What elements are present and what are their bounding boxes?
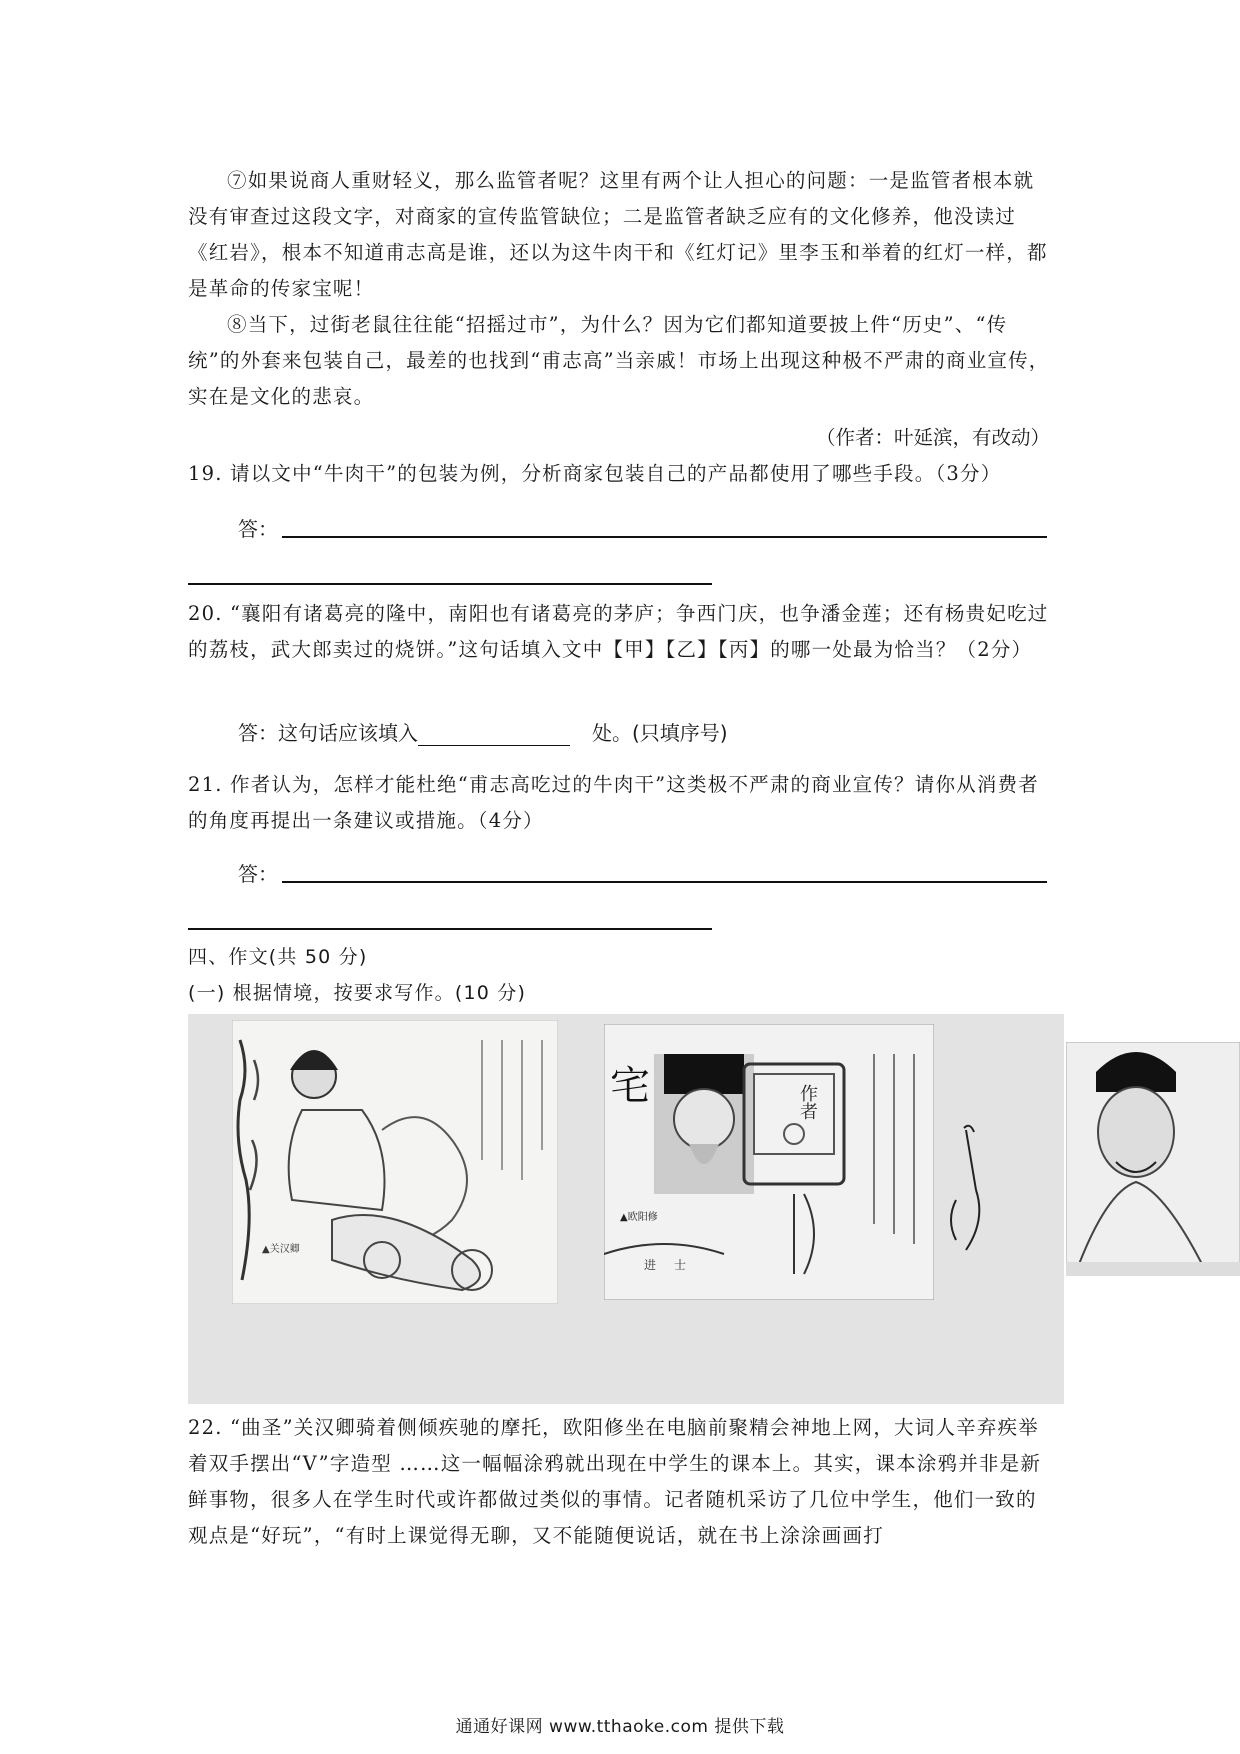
answer-20-suffix: 处。(只填序号) <box>592 721 728 745</box>
monitor-text: 作者 <box>797 1084 818 1120</box>
paragraph-8: ⑧当下，过街老鼠往往能“招摇过市”，为什么？因为它们都知道要披上件“历史”、“传统”的外套来包装自己，最差的也找到“甫志高”当亲戚！市场上出现这种极不严肃的商业宣传，实在是文化的悲哀。 <box>188 313 1050 408</box>
answer-line-21a[interactable] <box>282 881 1047 883</box>
guan-hanqing-caption: ▲关汉卿 <box>262 1244 300 1255</box>
answer-line-19b[interactable] <box>188 583 712 585</box>
ouyang-xiu-caption: ▲欧阳修 <box>620 1212 658 1223</box>
answer-label-21: 答： <box>238 862 278 886</box>
question-21: 21. 作者认为，怎样才能杜绝“甫志高吃过的牛肉干”这类极不严肃的商业宣传？请你从消费者的角度再提出一条建议或措施。（4分） <box>188 773 1039 832</box>
question-19: 19. 请以文中“牛肉干”的包装为例，分析商家包装自己的产品都使用了哪些手段。（3分） <box>188 462 1002 485</box>
author-credit: （作者：叶延滨，有改动） <box>815 426 1050 449</box>
house-character: 宅 <box>610 1063 650 1109</box>
page-footer: 通通好课网 www.tthaoke.com 提供下载 <box>455 1717 785 1737</box>
question-22: 22. “曲圣”关汉卿骑着侧倾疾驰的摩托，欧阳修坐在电脑前聚精会神地上网，大词人辛弃疾举着双手摆出“V”字造型 ……这一幅幅涂鸦就出现在中学生的课本上。其实，课本涂鸦并非是新鲜事物，很多人在学生时代或许都做过类似的事情。记者随机采访了几位中学生，他们一致的观点是“好玩”，“有时上课觉得无聊，又不能随便说话，就在书上涂涂画画打 <box>188 1416 1042 1547</box>
answer-line-19a[interactable] <box>282 536 1047 538</box>
section-title: 四、作文(共 50 分) <box>188 946 368 968</box>
answer-line-21b[interactable] <box>188 928 712 930</box>
answer-blank-20[interactable] <box>418 723 570 746</box>
hand-v-sign-image <box>946 1120 1004 1270</box>
xin-qiji-portrait-image <box>1066 1042 1240 1276</box>
guan-hanqing-doodle-image <box>232 1020 558 1304</box>
answer-label-19: 答： <box>238 517 278 541</box>
ouyang-xiu-doodle-image <box>604 1024 934 1300</box>
ouyang-bottom-text: 进士 <box>644 1258 705 1272</box>
answer-20-prefix: 答：这句话应该填入 <box>238 721 418 745</box>
answer-20 <box>238 717 728 746</box>
section-subtitle: (一) 根据情境，按要求写作。(10 分) <box>188 982 527 1004</box>
question-20: 20. “襄阳有诸葛亮的隆中，南阳也有诸葛亮的茅庐；争西门庆，也争潘金莲；还有杨贵妃吃过的荔枝，武大郎卖过的烧饼。”这句话填入文中【甲】【乙】【丙】的哪一处最为恰当？（2分） <box>188 602 1049 661</box>
paragraph-7: ⑦如果说商人重财轻义，那么监管者呢？这里有两个让人担心的问题：一是监管者根本就没有审查过这段文字，对商家的宣传监管缺位；二是监管者缺乏应有的文化修养，他没读过《红岩》，根本不知道甫志高是谁，还以为这牛肉干和《红灯记》里李玉和举着的红灯一样，都是革命的传家宝呢！ <box>188 169 1048 300</box>
